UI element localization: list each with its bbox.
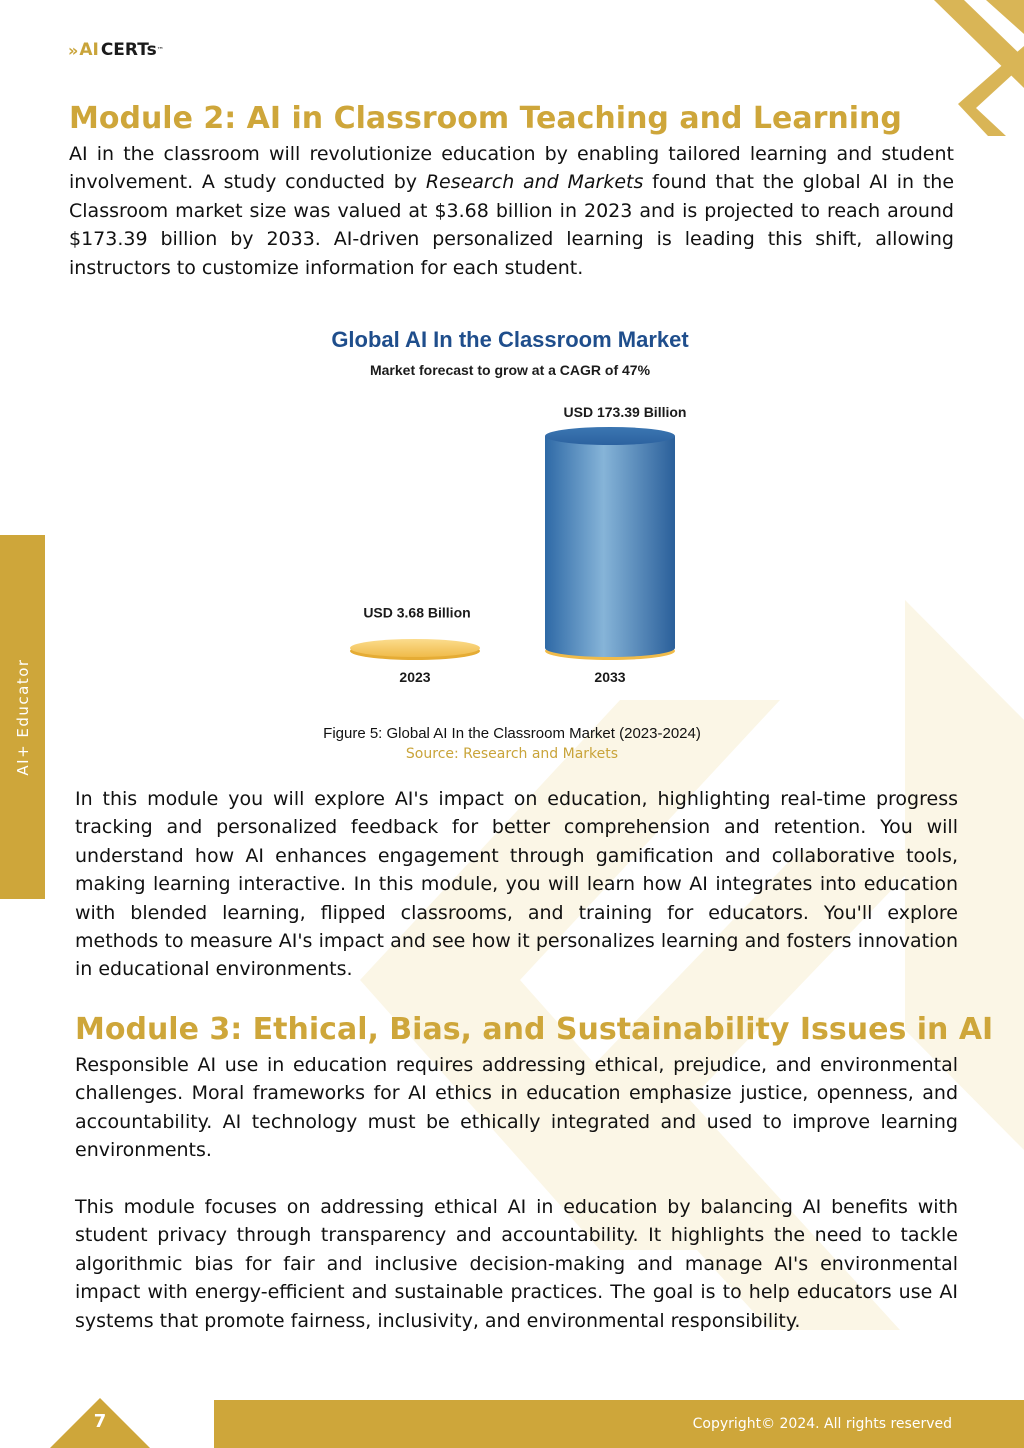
footer-bar — [214, 1400, 1024, 1448]
module-2-intro — [69, 140, 954, 282]
corner-chevron-decoration — [914, 0, 1024, 140]
module-2-body: In this module you will explore AI's impact on education, highlighting real-time progress tracking and personalized feedback for better comprehension and retention. You will understand how AI enhances engagement through gamification and collaborative tools, making learning interactive. In this module, you will learn how AI integrates into education with blended learning, flipped classrooms, and training for educators. You'll explore methods to measure AI's impact and see how it personalizes learning and fosters innovation in educational environments. — [75, 788, 958, 981]
module-3-title: Module 3: Ethical, Bias, and Sustainability Issues in AI — [75, 1012, 994, 1047]
copyright-text: Copyright© 2024. All rights reserved — [692, 1416, 952, 1432]
bar-2033-value-label: USD 173.39 Billion — [563, 404, 687, 420]
side-tab — [0, 535, 45, 899]
module-2-intro-source: Research and Markets — [425, 171, 644, 194]
module-3-paragraph-2: This module focuses on addressing ethical AI in education by balancing AI benefits with student privacy through transparency and accountability. It highlights the need to tackle algorithmic bias for fair and inclusive decision-making and manage AI's environmental impact with energy-efficient and sustainable practices. The goal is to help educators use AI systems that promote fairness, inclusivity, and environmental responsibility. — [75, 1196, 958, 1332]
category-label-2033: 2033 — [594, 669, 626, 685]
figure-source: Source: Research and Markets — [405, 746, 619, 762]
logo-certs-text: CERTs — [100, 40, 157, 60]
market-chart — [290, 318, 730, 690]
module-2-intro-part2: found that the global AI in the Classroom market size was valued at $3.68 billion in 2023 and is projected to reach around $173.39 billion by 2033. AI-driven personalized learning is leading this shift, allowing instructors to customize information for each student. — [69, 171, 955, 279]
aicerts-logo — [68, 38, 164, 62]
market-chart-svg — [290, 318, 730, 690]
bar-2023-value-label: USD 3.68 Billion — [363, 604, 471, 621]
module-3-paragraph-1: Responsible AI use in education requires addressing ethical, prejudice, and environmental challenges. Moral frameworks for AI ethics in education emphasize justice, openness, and accountability. AI technology must be ethically integrated and used to improve learning environments. — [75, 1054, 958, 1162]
bar-2023-disc — [350, 639, 480, 657]
side-tab-label: AI+ Educator — [13, 658, 32, 776]
category-label-2023: 2023 — [399, 669, 431, 685]
chart-title: Global AI In the Classroom Market — [331, 327, 689, 352]
logo-arrow-icon: » — [68, 40, 79, 60]
figure-caption: Figure 5: Global AI In the Classroom Market (2023-2024) — [323, 725, 701, 742]
logo-ai-text: AI — [79, 40, 99, 60]
module-2-title: Module 2: AI in Classroom Teaching and Learning — [69, 101, 902, 136]
bar-2033-body — [545, 436, 675, 657]
module-2-intro-part1: AI in the classroom will revolutionize education by enabling tailored learning and student involvement. A study conducted by — [69, 143, 954, 194]
logo-trademark: ™ — [156, 46, 164, 54]
bar-2033-top — [545, 427, 675, 445]
page-number: 7 — [93, 1411, 107, 1432]
chart-bars — [350, 404, 686, 685]
chart-subtitle: Market forecast to grow at a CAGR of 47% — [369, 362, 651, 378]
